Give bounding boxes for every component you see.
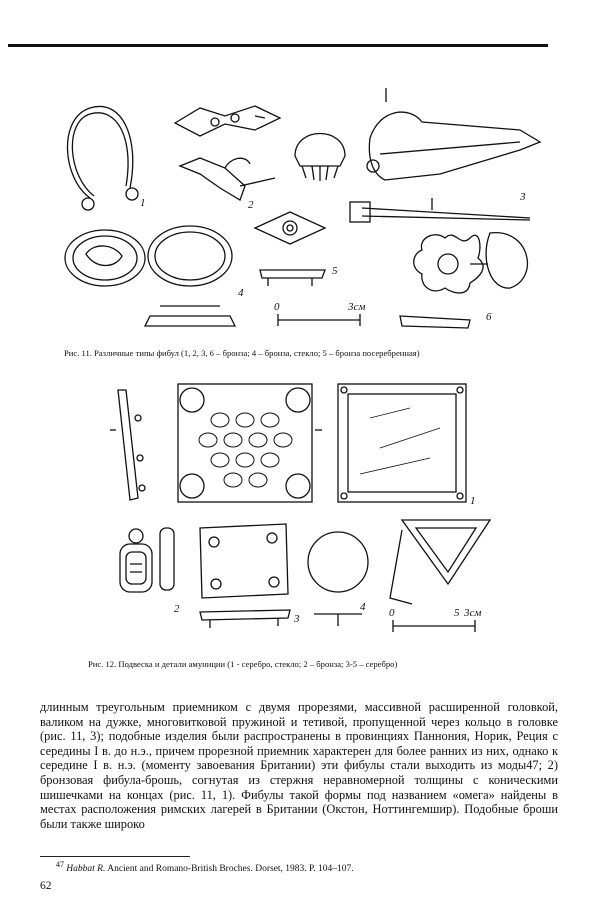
fig12-label-5: 5 — [454, 607, 460, 619]
plate-side-drawing — [110, 390, 145, 500]
scale-bar-fig12 — [393, 620, 475, 632]
mount-plate-drawing — [200, 524, 290, 628]
figure-11-caption: Рис. 11. Различные типы фибул (1, 2, 3, 6 – бронза; 4 – бронза, стекло; 5 – бронза посеребренная) — [64, 348, 420, 358]
fibula-lozenge-drawing — [255, 212, 325, 286]
fig11-scale-zero: 0 — [274, 301, 280, 313]
fig12-scale-zero: 0 — [389, 607, 395, 619]
footnote-number: 47 — [56, 860, 64, 869]
header-rule — [8, 44, 548, 47]
fibula-oval-drawing — [65, 226, 235, 326]
fig12-label-3: 3 — [294, 613, 300, 625]
fig12-label-1: 1 — [470, 495, 476, 507]
round-button-drawing — [308, 532, 368, 626]
fig11-label-3: 3 — [520, 191, 526, 203]
footnote — [56, 860, 354, 874]
fig11-label-2: 2 — [248, 199, 254, 211]
fig12-scale-end: 3см — [464, 607, 482, 619]
triangle-buckle-drawing — [390, 520, 490, 604]
fig12-label-2: 2 — [174, 603, 180, 615]
fig11-label-1: 1 — [140, 197, 146, 209]
fibula-omega-drawing — [67, 106, 138, 210]
figure-12 — [50, 378, 550, 650]
footnote-text: Ancient and Romano-British Broches. Dorset, 1983. P. 104–107. — [107, 864, 354, 875]
fig11-label-4: 4 — [238, 287, 244, 299]
fig11-scale-end: 3см — [348, 301, 366, 313]
pendant-drawing — [120, 528, 174, 592]
body-text — [40, 700, 558, 831]
body-paragraph: длинным треугольным приемником с двумя прорезями, массивной расширенной головкой, валиком на дужке, многовитковой пружиной и тетивой, пропущенной через кольцо в головке (рис. 11, 3); подобные изделия были распространены в провинциях Паннония, Норик, Реция с середины I в. до н.э., причем прорезной приемник характерен для более ранних из них, однако к середине I в. н.э. (моменту завоевания Британии) эти фибулы стали выходить из моды47; 2) бронзовая фибула-брошь, согнутая из стержня неравномерной толщины с коническими шишечками на концах (рис. 11, 1). Фибулы такой формы под названием «омега» найдены в местах расположения римских лагерей в Британии (Окстон, Ноттингемшир). Подобные броши были также широко — [40, 700, 558, 831]
scale-bar-fig11 — [278, 314, 360, 326]
fig12-label-4: 4 — [360, 601, 366, 613]
fibula-long-drawing — [295, 88, 540, 222]
glass-plate-drawing — [338, 384, 466, 502]
figure-11 — [50, 78, 550, 340]
openwork-plate-drawing — [178, 384, 322, 502]
footnote-rule — [40, 856, 190, 857]
figure-12-caption: Рис. 12. Подвеска и детали амуниции (1 - серебро, стекло; 2 – бронза; 3-5 – серебро) — [88, 659, 398, 669]
fibula-winged-drawing — [175, 106, 280, 200]
fig11-label-6: 6 — [486, 311, 492, 323]
page-number: 62 — [40, 880, 52, 892]
fig11-label-5: 5 — [332, 265, 338, 277]
footnote-author: Habbat R. — [66, 864, 106, 875]
